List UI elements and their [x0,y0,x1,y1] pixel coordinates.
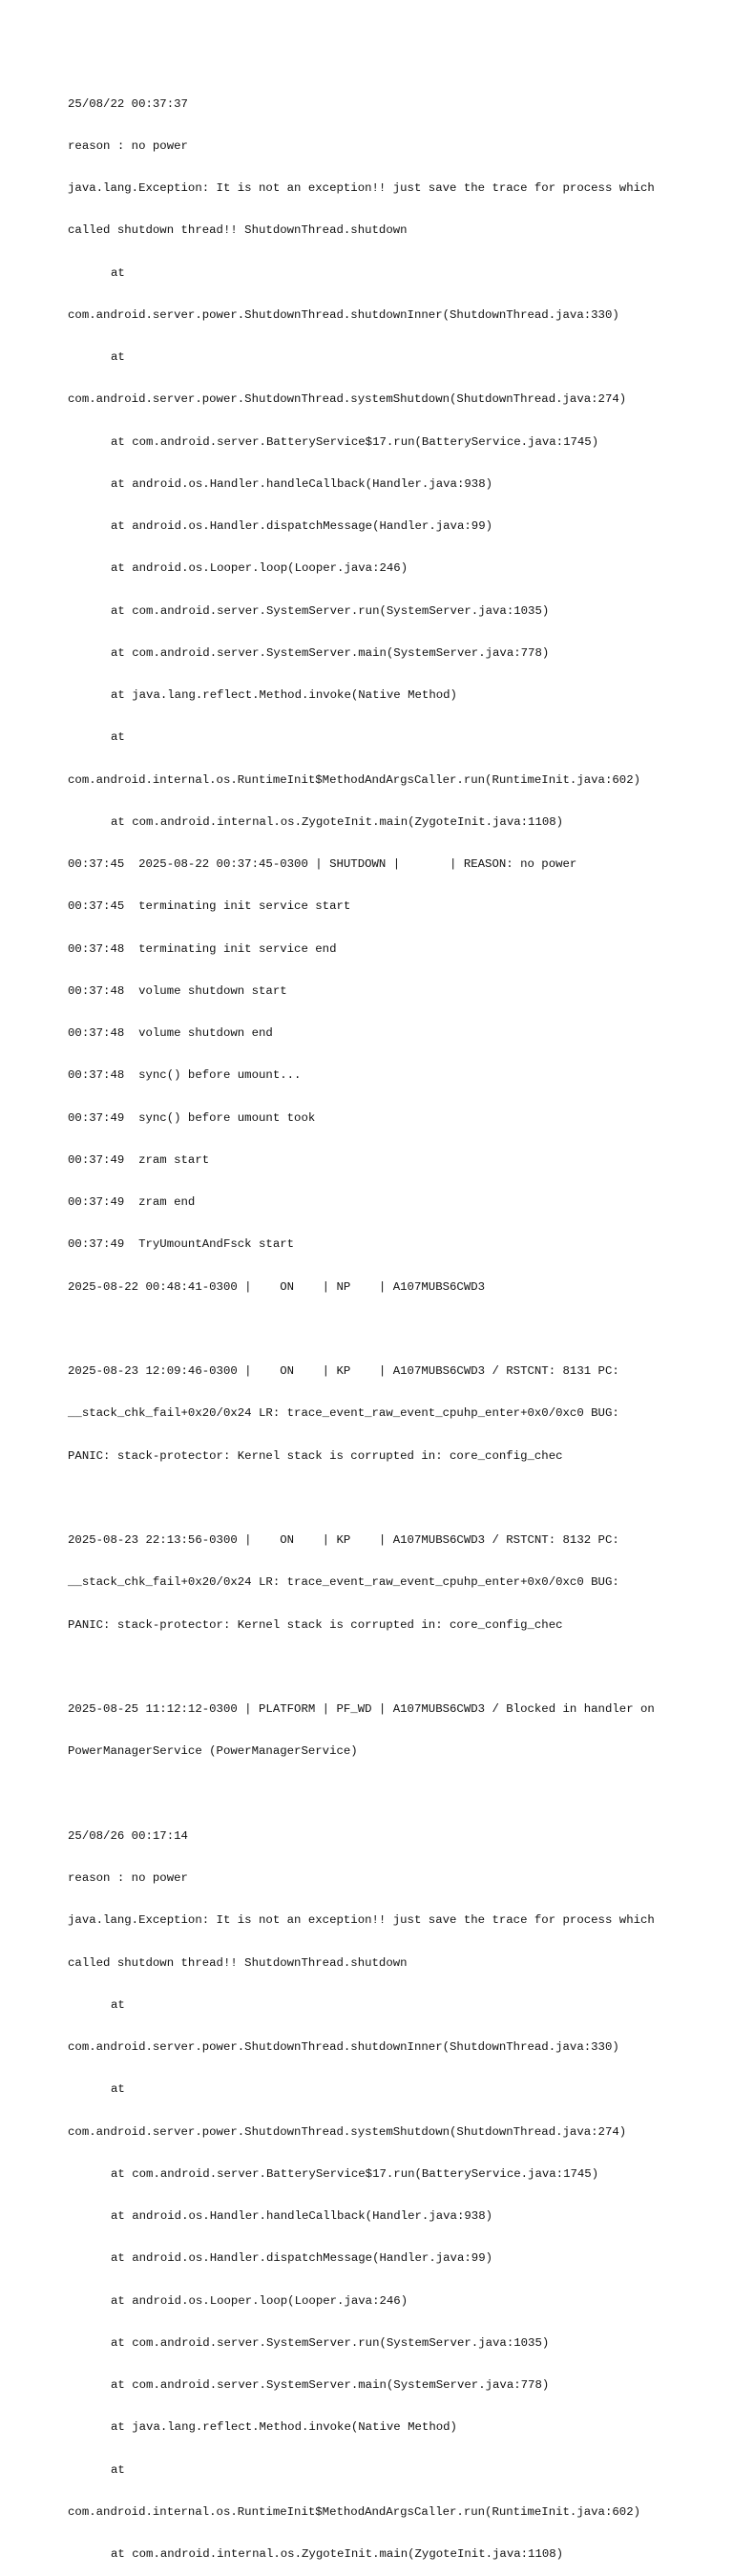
log-line: at android.os.Handler.dispatchMessage(Handler.java:99) [111,519,493,533]
log-line: 00:37:48 volume shutdown end [68,1026,273,1040]
log-line: PowerManagerService (PowerManagerService) [68,1744,358,1759]
log-line [68,1491,679,1506]
log-line [68,1660,679,1675]
log-line: at android.os.Handler.handleCallback(Handler.java:938) [111,476,493,491]
log-line: at com.android.server.SystemServer.main(SystemServer.java:778) [111,645,550,660]
log-line: at [111,1997,125,2012]
log-line: at [111,2082,125,2097]
log-line: at [111,2462,125,2477]
log-line: at com.android.internal.os.ZygoteInit.main(ZygoteInit.java:1108) [111,2547,564,2561]
log-line: 00:37:45 2025-08-22 00:37:45-0300 | SHUTDOWN | | REASON: no power [68,857,577,871]
log-line: at com.android.server.SystemServer.run(SystemServer.java:1035) [111,2335,550,2350]
log-line: at android.os.Looper.loop(Looper.java:246) [111,561,408,576]
log-line: at android.os.Handler.handleCallback(Handler.java:938) [111,2209,493,2223]
log-line: 2025-08-25 11:12:12-0300 | PLATFORM | PF_WD | A107MUBS6CWD3 / Blocked in handler on [68,1702,655,1716]
log-line: 00:37:49 zram end [68,1195,196,1209]
log-line: 25/08/26 00:17:14 [68,1828,188,1843]
log-line: at [111,730,125,745]
log-line: called shutdown thread!! ShutdownThread.shutdown [68,223,408,238]
log-line: PANIC: stack-protector: Kernel stack is corrupted in: core_config_chec [68,1617,563,1632]
log-line: com.android.server.power.ShutdownThread.shutdownInner(ShutdownThread.java:330) [68,307,619,322]
log-line: at android.os.Looper.loop(Looper.java:246) [111,2293,408,2308]
log-line: com.android.server.power.ShutdownThread.shutdownInner(ShutdownThread.java:330) [68,2040,619,2054]
log-line: com.android.internal.os.RuntimeInit$MethodAndArgsCaller.run(RuntimeInit.java:602) [68,2504,641,2519]
log-line: 00:37:48 sync() before umount... [68,1068,302,1083]
log-line: at [111,265,125,280]
log-line: reason : no power [68,1871,188,1885]
log-line: com.android.internal.os.RuntimeInit$MethodAndArgsCaller.run(RuntimeInit.java:602) [68,772,641,787]
log-line: at com.android.server.BatteryService$17.run(BatteryService.java:1745) [111,434,599,449]
log-line: com.android.server.power.ShutdownThread.systemShutdown(ShutdownThread.java:274) [68,392,627,407]
log-line: 25/08/22 00:37:37 [68,96,188,111]
log-line: 00:37:49 sync() before umount took [68,1110,316,1125]
log-line: at android.os.Handler.dispatchMessage(Handler.java:99) [111,2251,493,2266]
log-line: 00:37:45 terminating init service start [68,899,351,914]
log-line: at java.lang.reflect.Method.invoke(Native Method) [111,2420,457,2435]
log-line: __stack_chk_fail+0x20/0x24 LR: trace_event_raw_event_cpuhp_enter+0x0/0xc0 BUG: [68,1406,619,1421]
log-line: at java.lang.reflect.Method.invoke(Native Method) [111,688,457,702]
log-line: at com.android.server.BatteryService$17.run(BatteryService.java:1745) [111,2166,599,2181]
log-line: 2025-08-22 00:48:41-0300 | ON | NP | A107MUBS6CWD3 [68,1279,486,1294]
log-line: called shutdown thread!! ShutdownThread.shutdown [68,1955,408,1970]
log-line: java.lang.Exception: It is not an exception!! just save the trace for process which [68,1913,655,1928]
log-line: java.lang.Exception: It is not an exception!! just save the trace for process which [68,181,655,195]
log-line: com.android.server.power.ShutdownThread.systemShutdown(ShutdownThread.java:274) [68,2124,627,2139]
log-line: at [111,350,125,364]
log-line: 00:37:49 TryUmountAndFsck start [68,1237,295,1252]
log-line: at com.android.server.SystemServer.main(SystemServer.java:778) [111,2378,550,2392]
log-line: 2025-08-23 22:13:56-0300 | ON | KP | A107MUBS6CWD3 / RSTCNT: 8132 PC: [68,1533,619,1547]
log-line [68,1787,679,1802]
log-line: 00:37:48 terminating init service end [68,941,337,956]
log-line: 00:37:49 zram start [68,1152,210,1167]
log-line: PANIC: stack-protector: Kernel stack is corrupted in: core_config_chec [68,1448,563,1463]
log-line: reason : no power [68,138,188,153]
log-line: __stack_chk_fail+0x20/0x24 LR: trace_event_raw_event_cpuhp_enter+0x0/0xc0 BUG: [68,1575,619,1590]
log-line: at com.android.internal.os.ZygoteInit.main(ZygoteInit.java:1108) [111,814,564,829]
log-line: at com.android.server.SystemServer.run(SystemServer.java:1035) [111,603,550,618]
log-line: 00:37:48 volume shutdown start [68,983,287,998]
log-document [68,69,679,2576]
log-line: 2025-08-23 12:09:46-0300 | ON | KP | A107MUBS6CWD3 / RSTCNT: 8131 PC: [68,1364,619,1378]
log-line [68,1322,679,1337]
